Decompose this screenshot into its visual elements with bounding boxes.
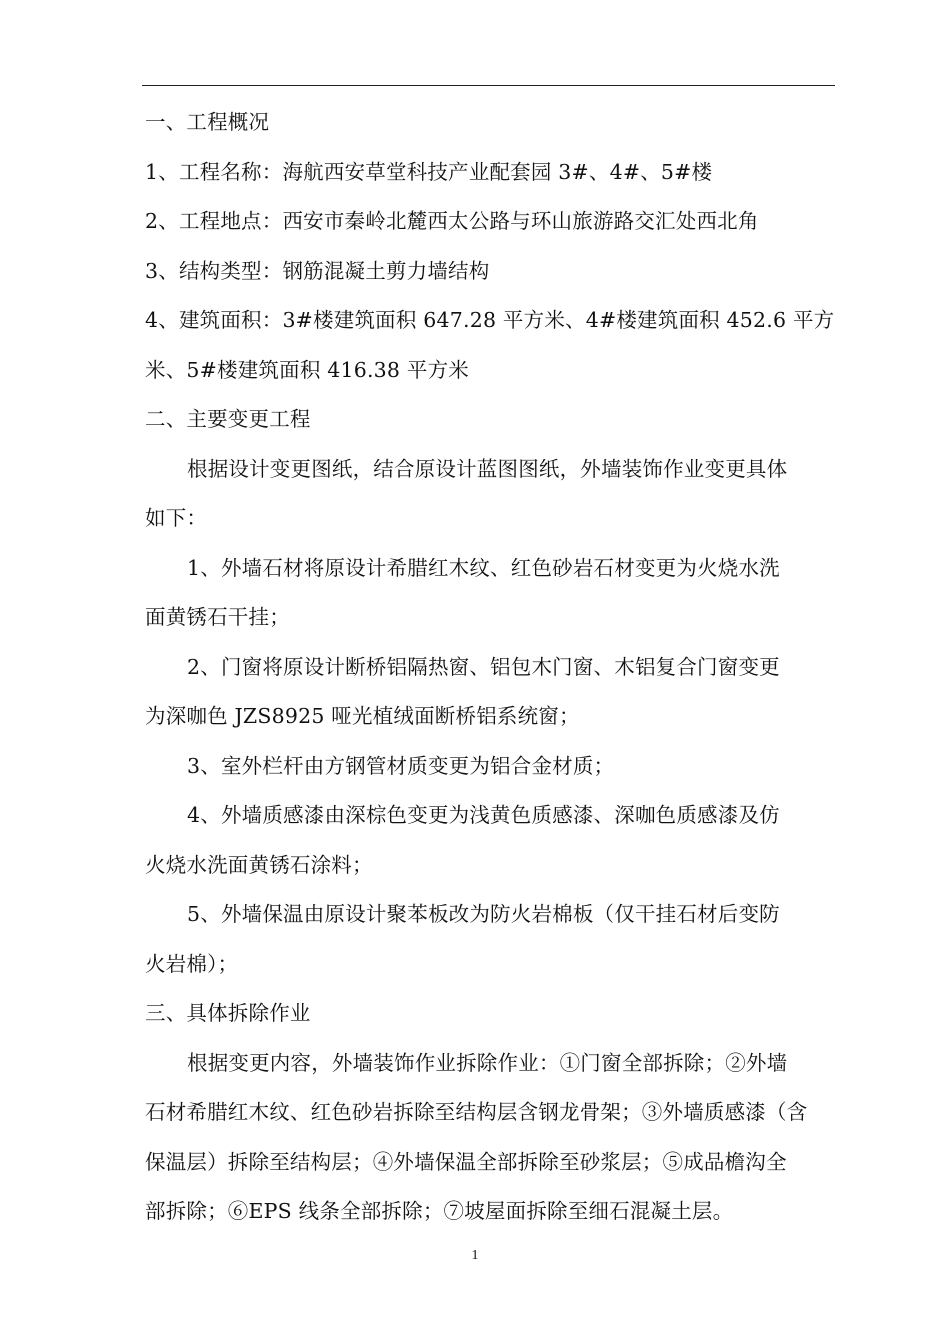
demolition-paragraph-line-1: 根据变更内容，外墙装饰作业拆除作业：①门窗全部拆除；②外墙: [187, 1050, 788, 1075]
change-item-1: 1、外墙石材将原设计希腊红木纹、红色砂岩石材变更为火烧水洗: [187, 555, 780, 580]
change-item-2-cont: 为深咖色 JZS8925 哑光植绒面断桥铝系统窗；: [145, 704, 580, 728]
project-location-line: 2、工程地点：西安市秦岭北麓西太公路与环山旅游路交汇处西北角: [145, 209, 759, 233]
change-item-5-cont: 火岩棉）；: [145, 951, 239, 976]
section-heading-demolition: 三、具体拆除作业: [145, 1001, 311, 1025]
demolition-paragraph-line-4: 部拆除；⑥EPS 线条全部拆除；⑦坡屋面拆除至细石混凝土层。: [145, 1199, 734, 1223]
changes-intro-line-cont: 如下：: [145, 506, 208, 530]
demolition-paragraph-line-3: 保温层）拆除至结构层；④外墙保温全部拆除至砂浆层；⑤成品檐沟全: [145, 1149, 787, 1174]
change-item-3: 3、室外栏杆由方钢管材质变更为铝合金材质；: [187, 753, 615, 778]
change-item-4-cont: 火烧水洗面黄锈石涂料；: [145, 852, 373, 877]
section-heading-overview: 一、工程概况: [145, 110, 270, 134]
header-rule: [142, 85, 835, 86]
change-item-5: 5、外墙保温由原设计聚苯板改为防火岩棉板（仅干挂石材后变防: [187, 902, 780, 926]
project-name-line: 1、工程名称：海航西安草堂科技产业配套园 3#、4#、5#楼: [145, 159, 713, 184]
section-heading-changes: 二、主要变更工程: [145, 407, 311, 431]
page-number: 1: [471, 1248, 479, 1263]
change-item-4: 4、外墙质感漆由深棕色变更为浅黄色质感漆、深咖色质感漆及仿: [187, 803, 780, 827]
structure-type-line: 3、结构类型：钢筋混凝土剪力墙结构: [145, 258, 490, 283]
demolition-paragraph-line-2: 石材希腊红木纹、红色砂岩拆除至结构层含钢龙骨架；③外墙质感漆（含: [145, 1100, 808, 1124]
building-area-line-cont: 米、5#楼建筑面积 416.38 平方米: [145, 357, 469, 382]
building-area-line: 4、建筑面积：3#楼建筑面积 647.28 平方米、4#楼建筑面积 452.6 平方: [145, 308, 835, 332]
change-item-2: 2、门窗将原设计断桥铝隔热窗、铝包木门窗、木铝复合门窗变更: [187, 654, 780, 679]
changes-intro-line: 根据设计变更图纸，结合原设计蓝图图纸，外墙装饰作业变更具体: [187, 456, 788, 481]
document-body: [145, 98, 835, 1237]
change-item-1-cont: 面黄锈石干挂；: [145, 605, 290, 629]
